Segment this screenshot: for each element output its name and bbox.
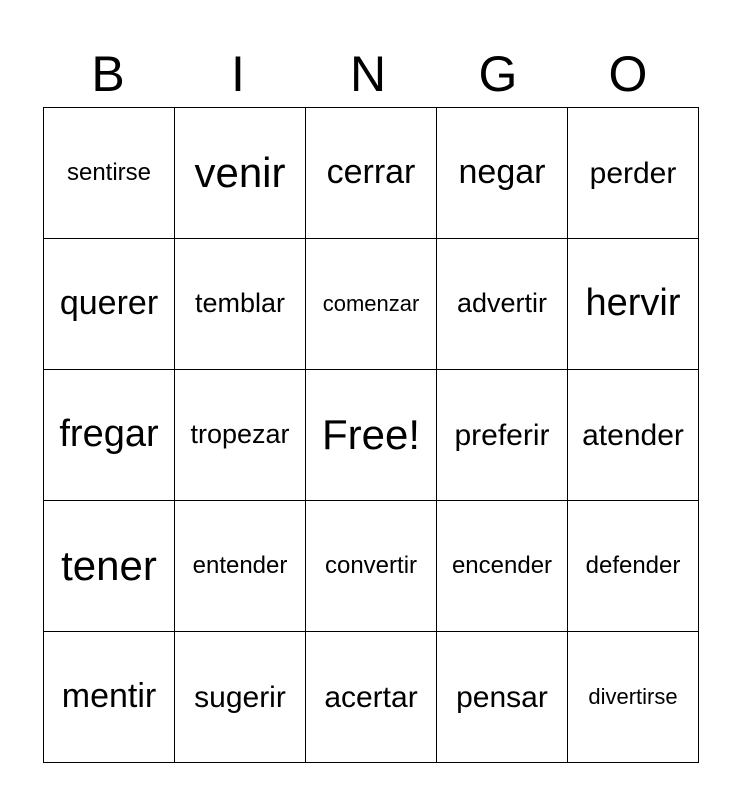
bingo-cell: negar	[437, 108, 568, 239]
bingo-cell: tener	[44, 501, 175, 632]
bingo-cell: venir	[175, 108, 306, 239]
bingo-cell: advertir	[437, 239, 568, 370]
bingo-cell: mentir	[44, 632, 175, 763]
bingo-cell: acertar	[306, 632, 437, 763]
header-letter-g: G	[478, 46, 518, 102]
bingo-cell: sentirse	[44, 108, 175, 239]
bingo-cell: tropezar	[175, 370, 306, 501]
bingo-cell: entender	[175, 501, 306, 632]
bingo-cell: sugerir	[175, 632, 306, 763]
bingo-cell: querer	[44, 239, 175, 370]
header-letter-b: B	[91, 46, 125, 102]
bingo-row	[44, 632, 699, 763]
bingo-cell: divertirse	[568, 632, 699, 763]
bingo-cell: hervir	[568, 239, 699, 370]
bingo-cell: convertir	[306, 501, 437, 632]
header-letter-i: I	[231, 46, 245, 102]
free-space-cell: Free!	[306, 370, 437, 501]
bingo-cell: temblar	[175, 239, 306, 370]
bingo-header	[43, 44, 693, 104]
bingo-cell: preferir	[437, 370, 568, 501]
bingo-row	[44, 108, 699, 239]
header-letter-o: O	[608, 46, 648, 102]
bingo-cell: defender	[568, 501, 699, 632]
bingo-cell: cerrar	[306, 108, 437, 239]
bingo-row	[44, 239, 699, 370]
bingo-cell: fregar	[44, 370, 175, 501]
bingo-cell: perder	[568, 108, 699, 239]
bingo-cell: pensar	[437, 632, 568, 763]
bingo-cell: atender	[568, 370, 699, 501]
bingo-row	[44, 501, 699, 632]
bingo-cell: encender	[437, 501, 568, 632]
bingo-card-grid	[43, 107, 699, 763]
bingo-cell: comenzar	[306, 239, 437, 370]
bingo-row	[44, 370, 699, 501]
header-letter-n: N	[349, 46, 387, 102]
